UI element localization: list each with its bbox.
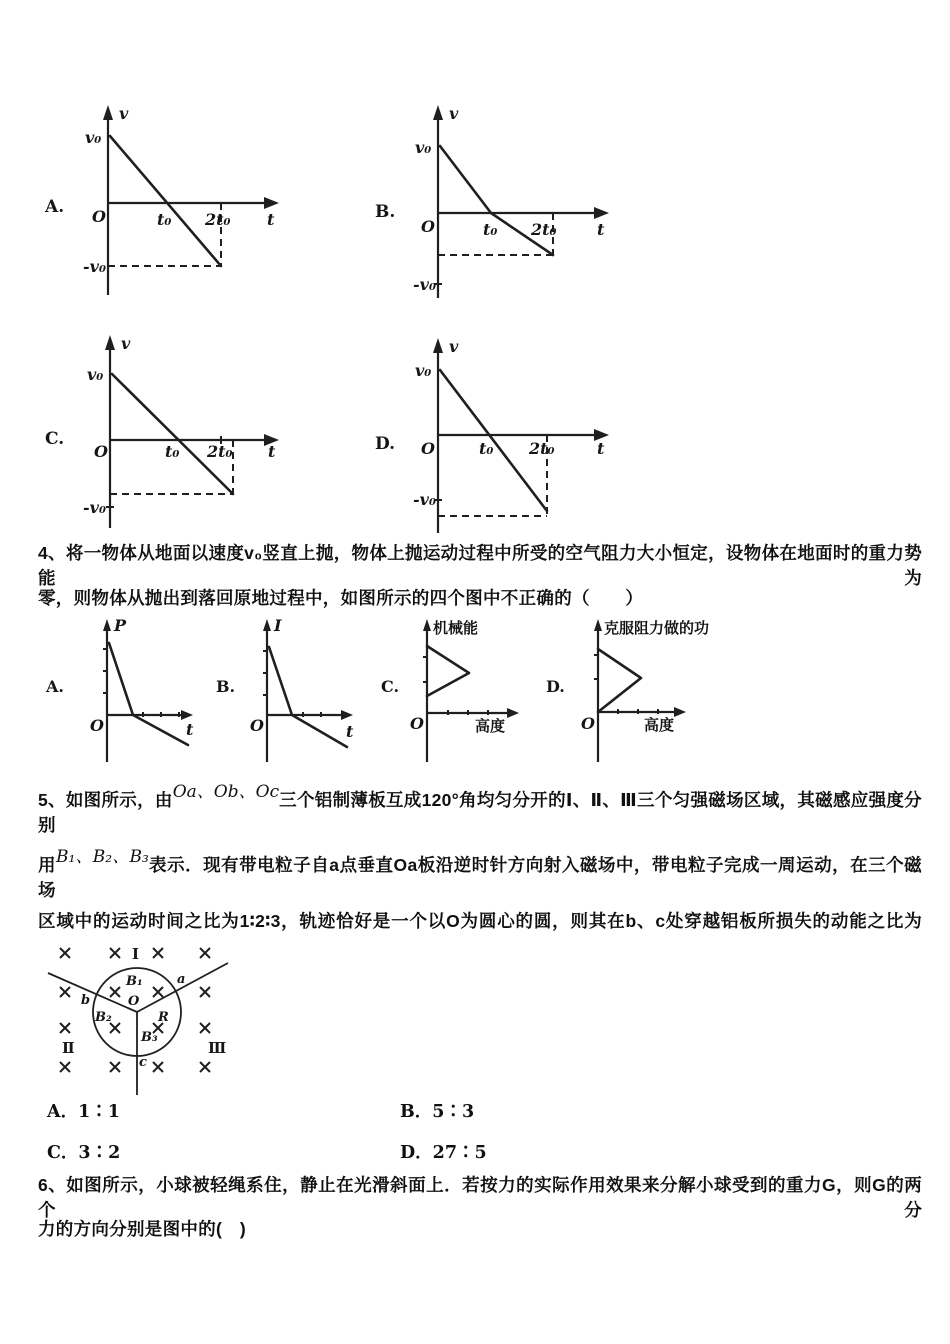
question-6-line1: 6、如图所示，小球被轻绳系住，静止在光滑斜面上．若按力的实际作用效果来分解小球受到的重力G，则G的两个分 xyxy=(38,1175,922,1220)
q4-graph-d xyxy=(558,617,733,767)
work-curve xyxy=(598,649,641,712)
vt-graph-d xyxy=(413,338,628,538)
v-axis-label: v xyxy=(449,104,459,123)
b2-label: B₂ xyxy=(95,1010,112,1025)
origin-label: O xyxy=(410,714,424,733)
field-into-page-crosses xyxy=(60,948,210,1072)
t-axis-label: t xyxy=(597,439,605,458)
t-axis-arrow-icon xyxy=(341,710,353,720)
v0-label: v₀ xyxy=(87,365,104,384)
energy-axis-arrow-icon xyxy=(423,619,431,631)
vt-option-d-label: D. xyxy=(375,434,396,454)
i-curve xyxy=(269,647,347,747)
magnetic-field-diagram xyxy=(38,933,273,1105)
neg-v0-label: -v₀ xyxy=(83,257,106,276)
q4-option-d-label: D. xyxy=(546,677,565,696)
2t0-label: 2t₀ xyxy=(529,439,555,458)
v0-label: v₀ xyxy=(85,128,102,147)
t-axis-label: t xyxy=(186,720,194,739)
t0-label: t₀ xyxy=(165,442,180,461)
2t0-label: 2t₀ xyxy=(531,220,557,239)
region-2-label: Ⅱ xyxy=(62,1039,75,1057)
region-1-label: Ⅰ xyxy=(132,945,140,963)
t0-label: t₀ xyxy=(483,220,498,239)
t-axis-label: t xyxy=(346,722,354,741)
q5-plate-names: Oa、Ob、Oc xyxy=(172,782,280,802)
2t0-label: 2t₀ xyxy=(207,442,233,461)
v-axis-arrow-icon xyxy=(105,335,115,350)
t-axis-arrow-icon xyxy=(594,207,609,219)
vt-option-b-label: B. xyxy=(375,202,396,222)
radius-r-label: R xyxy=(158,1010,169,1025)
vt-graph-b xyxy=(413,103,628,303)
origin-label: O xyxy=(581,714,595,733)
t-axis-arrow-icon xyxy=(181,710,193,720)
t-axis-label: t xyxy=(267,210,275,229)
origin-label: O xyxy=(421,217,435,236)
question-4-line2: 零，则物体从抛出到落回原地过程中，如图所示的四个图中不正确的（ ） xyxy=(38,588,644,608)
2t0-label: 2t₀ xyxy=(205,210,231,229)
origin-label: O xyxy=(92,207,106,226)
origin-label: O xyxy=(421,439,435,458)
v-axis-arrow-icon xyxy=(433,105,443,120)
q5-line2-prefix: 用 xyxy=(38,855,57,875)
origin-label: O xyxy=(250,716,264,735)
p-axis-arrow-icon xyxy=(103,619,111,631)
b1-label: B₁ xyxy=(126,974,143,989)
height-axis-label: 高度 xyxy=(644,717,675,734)
q5-option-c: C．3∶2 xyxy=(47,1143,121,1163)
work-axis-arrow-icon xyxy=(594,619,602,631)
q5-option-a: A．1∶1 xyxy=(47,1102,120,1122)
region-3-label: Ⅲ xyxy=(208,1039,227,1057)
i-axis-label: I xyxy=(274,616,282,635)
question-6-line2: 力的方向分别是图中的( ) xyxy=(38,1219,247,1239)
neg-v0-label: -v₀ xyxy=(413,275,436,294)
energy-axis-label: 机械能 xyxy=(433,620,479,637)
q5-option-d: D．27∶5 xyxy=(400,1143,487,1163)
velocity-line xyxy=(112,374,233,494)
p-curve xyxy=(109,643,188,745)
point-b-label: b xyxy=(81,993,91,1008)
vt-option-a-label: A. xyxy=(45,197,65,217)
t-axis-arrow-icon xyxy=(264,197,279,209)
v-axis-label: v xyxy=(119,104,129,123)
q5-field-names: B₁、B₂、B₃ xyxy=(56,847,149,867)
origin-label: O xyxy=(90,716,104,735)
question-5-line1 xyxy=(38,782,922,837)
q5-line1-prefix: 5、如图所示，由 xyxy=(38,790,173,810)
height-axis-arrow-icon xyxy=(674,707,686,717)
i-axis-arrow-icon xyxy=(263,619,271,631)
t0-label: t₀ xyxy=(479,439,494,458)
q4-option-b-label: B. xyxy=(216,677,236,696)
t-axis-label: t xyxy=(268,442,276,461)
point-c-label: c xyxy=(139,1055,147,1070)
q5-line1-rest: 三个铝制薄板互成120°角均匀分开的Ⅰ、Ⅱ、Ⅲ三个匀强磁场区域，其磁感应强度分别 xyxy=(38,790,922,835)
center-o-label: O xyxy=(128,994,140,1009)
q4-option-a-label: A. xyxy=(46,677,64,696)
energy-curve xyxy=(427,646,469,696)
v-axis-label: v xyxy=(121,334,131,353)
q4-graph-a xyxy=(85,617,215,767)
q4-graph-c xyxy=(393,617,538,767)
q4-graph-b xyxy=(245,617,375,767)
point-a-label: a xyxy=(177,972,186,987)
v-axis-label: v xyxy=(449,337,459,356)
b3-label: B₃ xyxy=(141,1030,158,1045)
height-axis-label: 高度 xyxy=(475,718,506,735)
vt-option-c-label: C. xyxy=(45,429,65,449)
neg-v0-label: -v₀ xyxy=(413,490,436,509)
height-axis-arrow-icon xyxy=(507,708,519,718)
question-4-line1: 4、将一物体从地面以速度v₀竖直上抛，物体上抛运动过程中所受的空气阻力大小恒定，设物体在地面时的重力势能为 xyxy=(38,543,922,588)
origin-label: O xyxy=(94,442,108,461)
question-5-line2 xyxy=(38,847,922,902)
v-axis-arrow-icon xyxy=(103,105,113,120)
q5-option-b: B．5∶3 xyxy=(400,1102,475,1122)
p-axis-label: P xyxy=(114,616,127,635)
v0-label: v₀ xyxy=(415,361,432,380)
v0-label: v₀ xyxy=(415,138,432,157)
vt-graph-a xyxy=(83,103,298,303)
t0-label: t₀ xyxy=(157,210,172,229)
vt-graph-c xyxy=(83,333,298,533)
neg-v0-label: -v₀ xyxy=(83,498,106,517)
v-axis-arrow-icon xyxy=(433,338,443,353)
work-axis-label: 克服阻力做的功 xyxy=(604,620,710,637)
t-axis-label: t xyxy=(597,220,605,239)
q4-option-c-label: C. xyxy=(381,677,400,696)
q5-line2-rest: 表示．现有带电粒子自a点垂直Oa板沿逆时针方向射入磁场中，带电粒子完成一周运动，在三个磁场 xyxy=(38,855,922,900)
question-5-line3: 区域中的运动时间之比为1∶2∶3，轨迹恰好是一个以O为圆心的圆，则其在b、c处穿越铝板所损失的动能之比为 xyxy=(38,911,922,931)
velocity-line xyxy=(110,136,221,266)
